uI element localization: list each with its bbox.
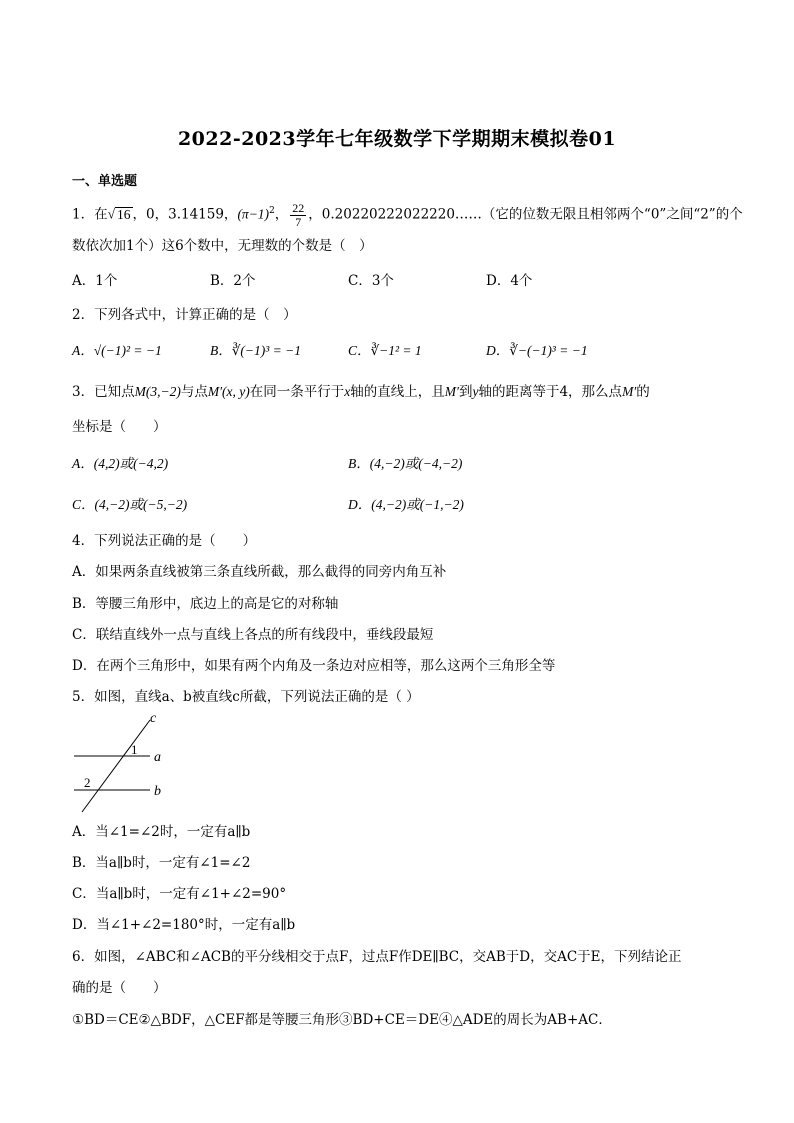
- q1-line1: 1．在√ 16 ，0，3.14159，$(\pi-1)^2$， $\frac{22}{7}$ ，0.20220222022220……（它的位数无限且相邻两个“0”之间“2”的个: [72, 200, 743, 229]
- label-a: a: [154, 750, 161, 765]
- q5-option-a: A．当∠1=∠2时，一定有a∥b: [72, 824, 251, 840]
- parallel-lines-figure: [68, 708, 178, 818]
- angle-1-label: 1: [131, 742, 138, 757]
- fraction: $\frac{22}{7}$: [292, 200, 305, 229]
- label-b: b: [154, 784, 161, 799]
- q4-option-c: C．联结直线外一点与直线上各点的所有线段中，垂线段最短: [72, 627, 434, 643]
- q3-option-b: B．(4,−2)或(−4,−2): [348, 456, 463, 471]
- q2-stem: 2．下列各式中，计算正确的是（ ）: [72, 307, 297, 323]
- sqrt-symbol: √: [107, 206, 116, 222]
- q4-option-d: D．在两个三角形中，如果有两个内角及一条边对应相等，那么这两个三角形全等: [72, 658, 556, 674]
- q6-line3: ①BD＝CE②△BDF，△CEF都是等腰三角形③BD+CE＝DE④△ADE的周长为AB+AC．: [72, 1012, 612, 1028]
- q3-line1: 3．已知点M(3,−2)与点M′(x, y)在同一条平行于x轴的直线上，且M′到y轴的距离等于4，那么点M′的: [72, 384, 650, 400]
- q3-option-c: C．(4,−2)或(−5,−2): [72, 497, 188, 512]
- q6-line2: 确的是（ ）: [72, 980, 167, 996]
- q2-option-a: A．√(−1)² = −1: [72, 343, 162, 358]
- q6-line1: 6．如图，∠ABC和∠ACB的平分线相交于点F，过点F作DE∥BC，交AB于D，交AC于E，下列结论正: [72, 949, 682, 965]
- q1-option-a: A．1个: [72, 273, 118, 289]
- q4-option-b: B．等腰三角形中，底边上的高是它的对称轴: [72, 596, 339, 612]
- q5-stem: 5．如图，直线a、b被直线c所截，下列说法正确的是（ ）: [72, 689, 420, 705]
- section-heading: 一、单选题: [72, 174, 138, 189]
- q2-option-b: B．∛(−1)³ = −1: [210, 343, 301, 358]
- q3-line2: 坐标是（ ）: [72, 419, 167, 435]
- q3-option-d: D．(4,−2)或(−1,−2): [348, 497, 464, 512]
- q5-option-c: C．当a∥b时，一定有∠1+∠2=90°: [72, 886, 287, 902]
- q3-option-a: A．(4,2)或(−4,2): [72, 456, 169, 471]
- q4-stem: 4．下列说法正确的是（ ）: [72, 533, 257, 549]
- q1-option-c: C．3个: [348, 273, 394, 289]
- q4-option-a: A．如果两条直线被第三条直线所截，那么截得的同旁内角互补: [72, 564, 447, 580]
- q1-option-b: B．2个: [210, 273, 256, 289]
- q5-option-b: B．当a∥b时，一定有∠1=∠2: [72, 855, 251, 871]
- line-c: [82, 720, 150, 812]
- angle-2-label: 2: [84, 775, 91, 790]
- q2-option-d: D．∛−(−1)³ = −1: [486, 343, 588, 358]
- q1-line2: 数依次加1个）这6个数中，无理数的个数是（ ）: [72, 238, 373, 254]
- label-c: c: [150, 711, 157, 726]
- q5-option-d: D．当∠1+∠2=180°时，一定有a∥b: [72, 917, 296, 933]
- q1-option-d: D．4个: [486, 273, 533, 289]
- page-title: 2022-2023学年七年级数学下学期期末模拟卷01: [177, 128, 617, 150]
- q2-option-c: C．∛−1² = 1: [348, 343, 422, 358]
